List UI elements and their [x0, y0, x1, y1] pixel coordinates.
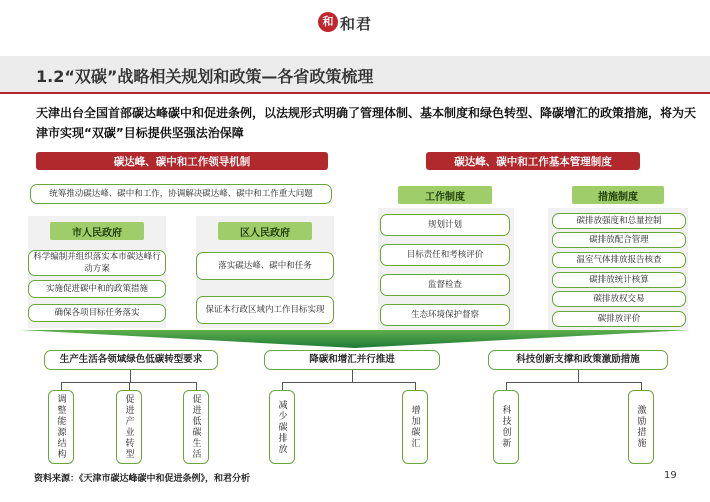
- connector: [130, 370, 131, 382]
- work-item: 监督检查: [380, 274, 510, 296]
- intro-text: 天津出台全国首部碳达峰碳中和促进条例，以法规形式明确了管理体制、基本制度和绿色转型、降碳增汇的政策措施，将为天津市实现“双碳”目标提供坚强法治保障: [36, 106, 697, 140]
- bottom-item: 激励措施: [628, 390, 654, 464]
- connector: [282, 382, 283, 390]
- logo-mark: 和: [318, 12, 338, 32]
- connector: [196, 382, 197, 390]
- bottom-group-header: 降碳和增汇并行推进: [264, 350, 440, 370]
- bottom-item: 促进低碳生活: [183, 390, 209, 464]
- district-item: 保证本行政区域内工作目标实现: [196, 296, 334, 324]
- measures-header: 措施制度: [572, 186, 664, 204]
- measures-item: 碳排放统计核算: [552, 272, 686, 288]
- page-title: 1.2“双碳”战略相关规划和政策—各省政策梳理: [36, 67, 374, 86]
- connector: [352, 370, 353, 382]
- bottom-group-header: 科技创新支撑和政策激励措施: [488, 350, 668, 370]
- work-item: 生态环境保护督察: [380, 304, 510, 326]
- work-item: 目标责任和考核评价: [380, 244, 510, 266]
- title-divider: [0, 92, 710, 94]
- connector: [506, 382, 507, 390]
- logo-name: 和君: [340, 15, 373, 33]
- left-panel-header: 碳达峰、碳中和工作领导机制: [36, 152, 328, 170]
- district-item: 落实碳达峰、碳中和任务: [196, 252, 334, 280]
- page-number: 19: [664, 470, 677, 481]
- connector: [282, 382, 416, 383]
- measures-item: 碳排放权交易: [552, 291, 686, 307]
- bottom-item: 减少碳排放: [269, 390, 295, 464]
- city-item: 确保各项目标任务落实: [28, 304, 166, 322]
- measures-item: 温室气体排放报告核查: [552, 252, 686, 268]
- connector: [641, 382, 642, 390]
- city-item: 实施促进碳中和的政策措施: [28, 280, 166, 298]
- bottom-item: 科技创新: [493, 390, 519, 464]
- bottom-group-header: 生产生活各领域绿色低碳转型要求: [44, 350, 218, 370]
- connector: [61, 382, 62, 390]
- title-bar: [0, 56, 710, 92]
- bottom-item: 增加碳汇: [402, 390, 428, 464]
- measures-item: 碳排放配合管理: [552, 232, 686, 248]
- connector: [415, 382, 416, 390]
- work-item: 规划计划: [380, 214, 510, 236]
- connector: [129, 382, 130, 390]
- measures-item: 碳排放评价: [552, 311, 686, 327]
- down-arrow-icon: [20, 330, 690, 350]
- work-header: 工作制度: [398, 186, 492, 204]
- district-header: 区人民政府: [218, 222, 312, 240]
- bottom-item: 促进产业转型: [116, 390, 142, 464]
- logo: [318, 12, 390, 38]
- source-note: 资料来源：《天津市碳达峰碳中和促进条例》，和君分析: [34, 474, 251, 484]
- right-panel-header: 碳达峰、碳中和工作基本管理制度: [426, 152, 640, 170]
- city-item: 科学编制并组织落实本市碳达峰行动方案: [28, 250, 166, 276]
- connector: [506, 382, 642, 383]
- bottom-item: 调整能源结构: [48, 390, 74, 464]
- city-header: 市人民政府: [50, 222, 144, 240]
- left-top-box: 统筹推动碳达峰、碳中和工作，协调解决碳达峰、碳中和工作重大问题: [30, 184, 332, 204]
- connector: [578, 370, 579, 382]
- measures-item: 碳排放强度和总量控制: [552, 213, 686, 229]
